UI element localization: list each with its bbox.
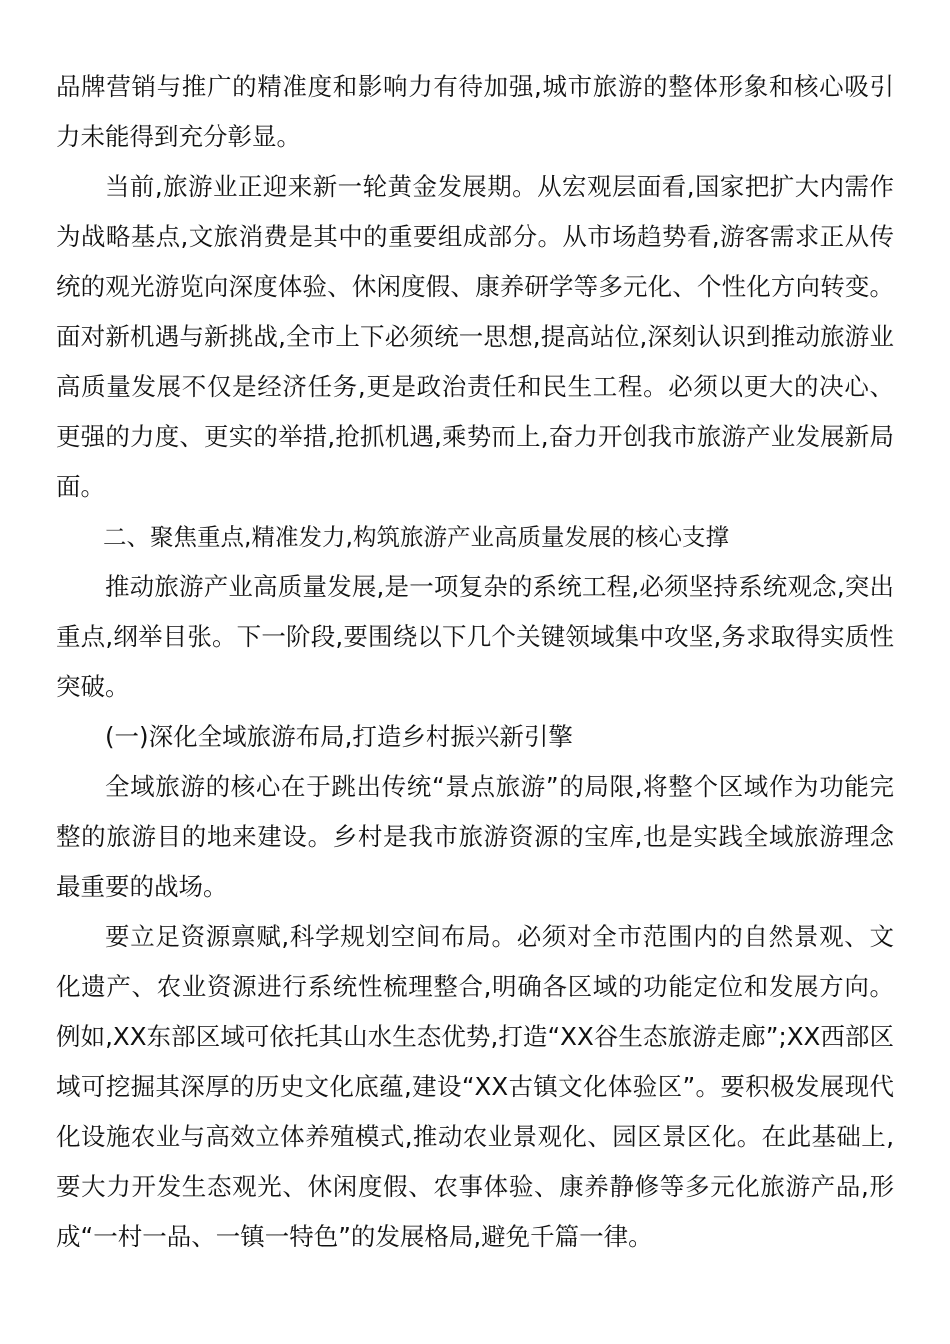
section-heading-2: 二、聚焦重点,精准发力,构筑旅游产业高质量发展的核心支撑 [103, 523, 729, 551]
paragraph-continued: 品牌营销与推广的精准度和影响力有待加强,城市旅游的整体形象和核心吸引力未能得到充分彰显。 [56, 72, 894, 151]
paragraph-section-intro: 推动旅游产业高质量发展,是一项复杂的系统工程,必须坚持系统观念,突出重点,纲举目张。下一阶段,要围绕以下几个关键领域集中攻坚,务求取得实质性突破。 [56, 572, 894, 701]
subsection-heading-1: (一)深化全域旅游布局,打造乡村振兴新引擎 [105, 722, 573, 751]
paragraph-opportunity: 当前,旅游业正迎来新一轮黄金发展期。从宏观层面看,国家把扩大内需作为战略基点,文旅消费是其中的重要组成部分。从市场趋势看,游客需求正从传统的观光游览向深度体验、休闲度假、康养研学等多元化、个性化方向转变。面对新机遇与新挑战,全市上下必须统一思想,提高站位,深刻认识到推动旅游业高质量发展不仅是经济任务,更是政治责任和民生工程。必须以更大的决心、更强的力度、更实的举措,抢抓机遇,乘势而上,奋力开创我市旅游产业发展新局面。 [56, 172, 894, 501]
paragraph-spatial-layout: 要立足资源禀赋,科学规划空间布局。必须对全市范围内的自然景观、文化遗产、农业资源进行系统性梳理整合,明确各区域的功能定位和发展方向。例如,XX东部区域可依托其山水生态优势,打造“XX谷生态旅游走廊”;XX西部区域可挖掘其深厚的历史文化底蕴,建设“XX古镇文化体验区”。要积极发展现代化设施农业与高效立体养殖模式,推动农业景观化、园区景区化。在此基础上,要大力开发生态观光、休闲度假、农事体验、康养静修等多元化旅游产品,形成“一村一品、一镇一特色”的发展格局,避免千篇一律。 [56, 922, 894, 1251]
paragraph-global-tourism: 全域旅游的核心在于跳出传统“景点旅游”的局限,将整个区域作为功能完整的旅游目的地来建设。乡村是我市旅游资源的宝库,也是实践全域旅游理念最重要的战场。 [56, 772, 894, 901]
document-page [56, 62, 894, 1262]
